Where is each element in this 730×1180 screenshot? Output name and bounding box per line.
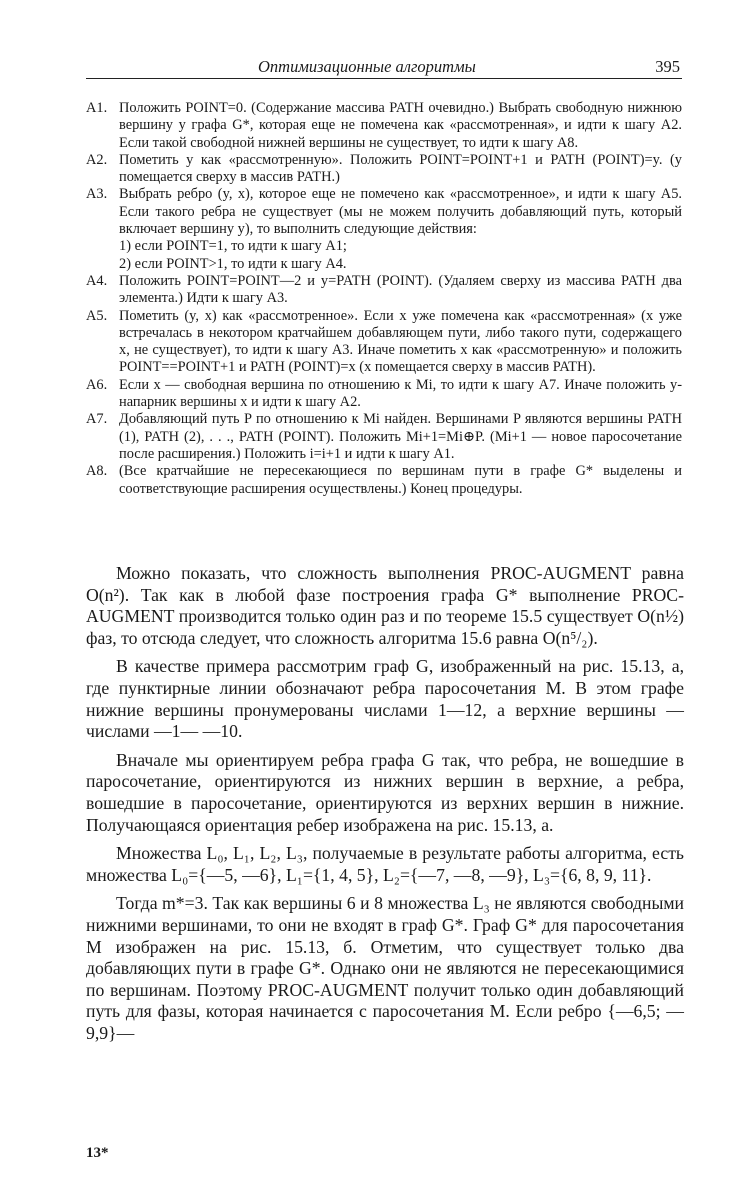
step-subitem: 2) если POINT>1, то идти к шагу А4. bbox=[119, 255, 347, 272]
step-label: А3. bbox=[86, 186, 108, 203]
step-a1 bbox=[86, 100, 682, 152]
body-text bbox=[86, 563, 684, 1044]
step-a6 bbox=[86, 377, 682, 412]
paragraph-level-sets: Множества L₀, L₁, L₂, L₃, получаемые в результате работы алгоритма, есть множества L₀={—5, —6}, L₁={1, 4, 5}, L₂={—7, —8, —9}, L₃={6, 8, 9, 11}. bbox=[86, 843, 684, 885]
page-number: 395 bbox=[655, 57, 680, 76]
step-label: А5. bbox=[86, 307, 108, 324]
algorithm-steps bbox=[86, 100, 682, 498]
step-text: Добавляющий путь P по отношению к Mi найден. Вершинами P являются вершины PATH (1), PATH (2), . . ., PATH (POINT). Положить Mi+1=Mi⊕P. (Mi+1 — новое паросочетание после расширения.) Положить i=i+1 и идти к шагу А1. bbox=[119, 411, 682, 462]
step-a5 bbox=[86, 308, 682, 377]
step-label: А8. bbox=[86, 463, 108, 480]
step-a8 bbox=[86, 463, 682, 498]
running-title: Оптимизационные алгоритмы bbox=[258, 57, 476, 76]
paragraph-example: В качестве примера рассмотрим граф G, изображенный на рис. 15.13, а, где пунктирные линии обозначают ребра паросочетания M. В этом графе нижние вершины пронумерованы числами 1—12, а верхние вершины — числами —1— —10. bbox=[86, 656, 684, 742]
step-text: Если x — свободная вершина по отношению к Mi, то идти к шагу А7. Иначе положить y-напарник вершины x и идти к шагу А2. bbox=[119, 376, 682, 411]
step-text: Пометить y как «рассмотренную». Положить POINT=POINT+1 и PATH (POINT)=y. (y помещается сверху в массив PATH.) bbox=[119, 151, 682, 186]
step-text: Положить POINT=POINT—2 и y=PATH (POINT). (Удаляем сверху из массива PATH два элемента.) Идти к шагу А3. bbox=[119, 272, 682, 307]
step-text: Положить POINT=0. (Содержание массива PATH очевидно.) Выбрать свободную нижнюю вершину y графа G*, которая еще не помечена как «рассмотренная», и идти к шагу А2. Если такой свободной нижней вершины не существует, то идти к шагу А8. bbox=[119, 100, 682, 151]
step-text: Пометить (y, x) как «рассмотренное». Если x уже помечена как «рассмотренная» (x уже встречалась в некотором кратчайшем добавляющем пути, либо такого пути, содержащего x, не существует), то идти к шагу А3. Иначе пометить x как «рассмотренную» и положить POINT==POINT+1 и PATH (POINT)=x (x помещается сверху в массив PATH). bbox=[119, 307, 682, 376]
step-a2 bbox=[86, 152, 682, 187]
paragraph-orientation: Вначале мы ориентируем ребра графа G так, что ребра, не вошедшие в паросочетание, ориентируются из нижних вершин в верхние, а ребра, вошедшие в паросочетание, ориентируются из верхних вершин в нижние. Получающаяся ориентация ребер изображена на рис. 15.13, а. bbox=[86, 749, 684, 835]
step-text: Выбрать ребро (y, x), которое еще не помечено как «рассмотренное», и идти к шагу А5. Если такого ребра не существует (мы не можем получить добавляющий путь, который включает вершину y), то выполнить следующие действия: bbox=[119, 186, 682, 238]
step-label: А7. bbox=[86, 411, 108, 428]
step-label: А4. bbox=[86, 272, 108, 289]
step-subitem: 1) если POINT=1, то идти к шагу А1; bbox=[119, 238, 347, 255]
step-text: (Все кратчайшие не пересекающиеся по вершинам пути в графе G* выделены и соответствующие расширения осуществлены.) Конец процедуры. bbox=[119, 463, 682, 497]
paragraph-complexity: Можно показать, что сложность выполнения PROC-AUGMENT равна O(n²). Так как в любой фазе построения графа G* выполнение PROC-AUGMENT производится только один раз и по теореме 15.5 существует O(n½) фаз, то отсюда следует, что сложность алгоритма 15.6 равна O(n⁵/₂). bbox=[86, 563, 684, 648]
step-a7 bbox=[86, 411, 682, 463]
step-label: А1. bbox=[86, 100, 108, 116]
printer-signature: 13* bbox=[86, 1145, 109, 1161]
paragraph-augmenting-paths: Тогда m*=3. Так как вершины 6 и 8 множества L₃ не являются свободными нижними вершинами, то они не входят в граф G*. Граф G* для паросочетания M изображен на рис. 15.13, б. Отметим, что существует только два добавляющих пути в графе G*. Однако они не являются не пересекающимися по вершинам. Поэтому PROC-AUGMENT получит только один добавляющий путь для фазы, которая начинается с паросочетания M. Если ребро {—6,5; —9,9}— bbox=[86, 893, 684, 1043]
page-header bbox=[86, 52, 682, 79]
step-a3 bbox=[86, 186, 682, 272]
step-label: А2. bbox=[86, 151, 108, 168]
step-a4 bbox=[86, 273, 682, 308]
step-label: А6. bbox=[86, 376, 108, 393]
